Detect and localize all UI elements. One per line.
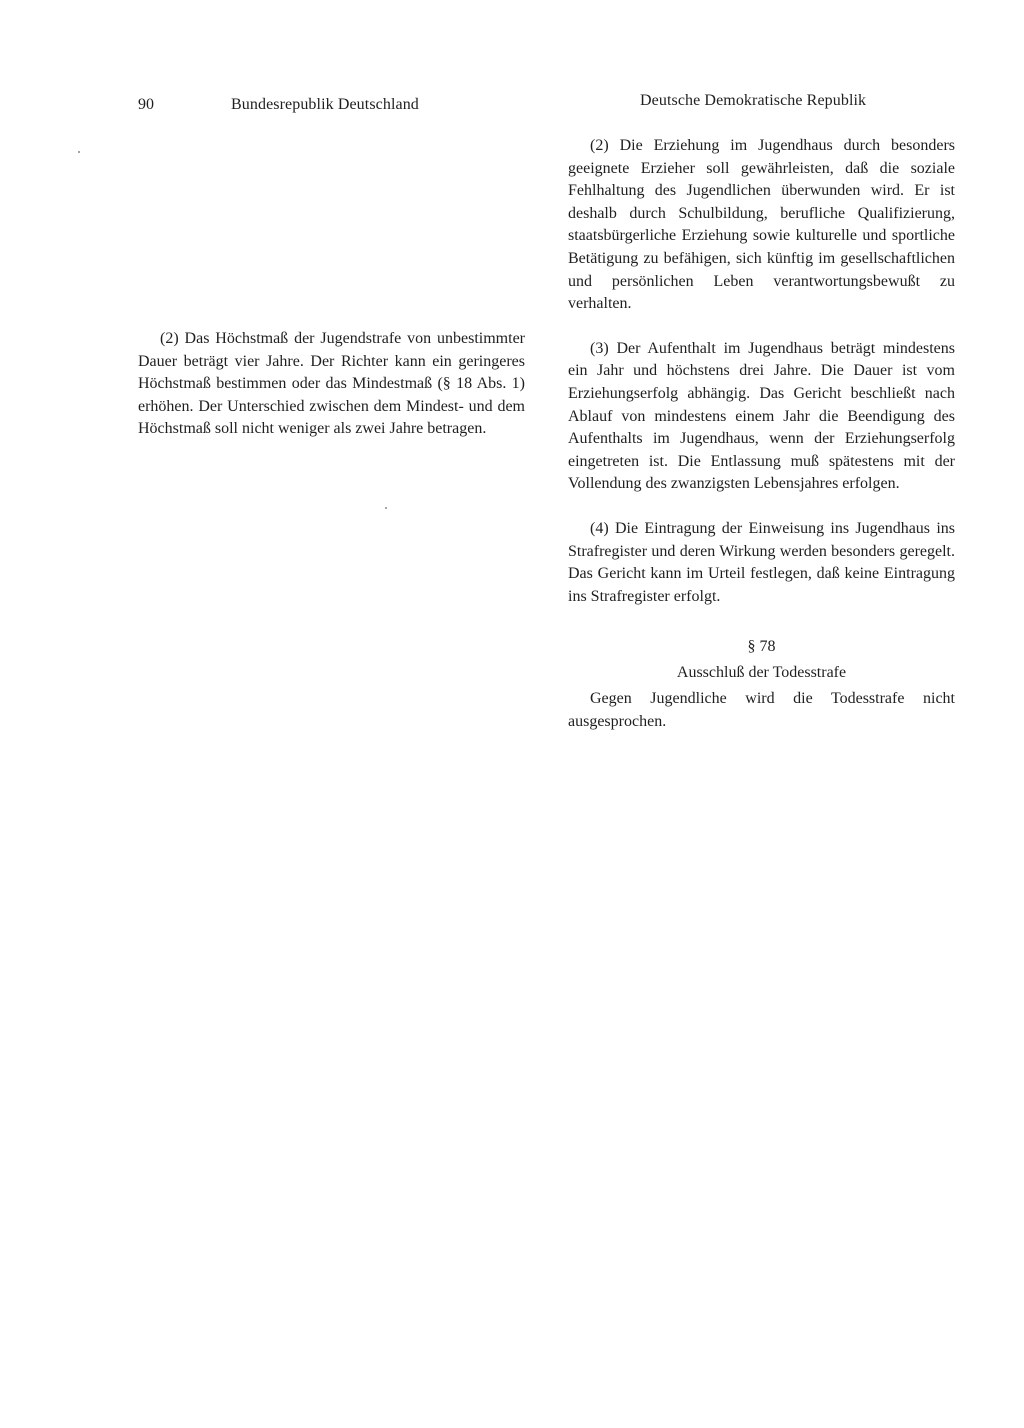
right-column [568, 135, 955, 733]
paragraph-right-4: (4) Die Eintragung der Einweisung ins Jugendhaus ins Strafregister und deren Wirkung werden besonders geregelt. Das Gericht kann im Urteil festlegen, daß keine Eintragung ins Strafregister erfolgt. [568, 519, 955, 605]
paragraph-right-2: (2) Die Erziehung im Jugendhaus durch besonders geeignete Erzieher soll gewährleisten, daß die soziale Fehlhaltung des Jugendlichen überwunden wird. Er ist deshalb durch Schulbildung, berufliche Qualifizierung, staatsbürgerliche Erziehung sowie kulturelle und sportliche Betätigung zu befähigen, sich künftig im gesellschaftlichen und persönlichen Leben verantwortungsbewußt zu verhalten. [568, 137, 955, 313]
section-body: Gegen Jugendliche wird die Todesstrafe nicht ausgesprochen. [568, 690, 955, 730]
scan-speck [78, 151, 80, 153]
section-title: Ausschluß der Todesstrafe [676, 664, 847, 682]
scan-speck [385, 507, 387, 509]
running-header-right: Deutsche Demokratische Republik [640, 92, 867, 109]
left-column [138, 328, 525, 441]
paragraph-left-2: (2) Das Höchstmaß der Jugendstrafe von unbestimmter Dauer beträgt vier Jahre. Der Richter kann ein geringeres Höchstmaß bestimmen oder das Mindestmaß (§ 18 Abs. 1) erhöhen. Der Unterschied zwischen dem Mindest- und dem Höchstmaß soll nicht weniger als zwei Jahre betragen. [138, 330, 525, 438]
section-number: § 78 [747, 638, 776, 656]
paragraph-right-3: (3) Der Aufenthalt im Jugendhaus beträgt mindestens ein Jahr und höchstens drei Jahre. Die Dauer ist vom Erziehungserfolg abhängig. Das Gericht beschließt nach Ablauf von mindestens einem Jahr die Beendigung des Aufenthalts im Jugendhaus, wenn der Erziehungserfolg eingetreten ist. Die Entlassung muß spätestens mit der Vollendung des zwanzigsten Lebensjahres erfolgen. [568, 339, 955, 493]
page-number: 90 [138, 96, 154, 113]
running-header-left: Bundesrepublik Deutschland [231, 96, 419, 113]
